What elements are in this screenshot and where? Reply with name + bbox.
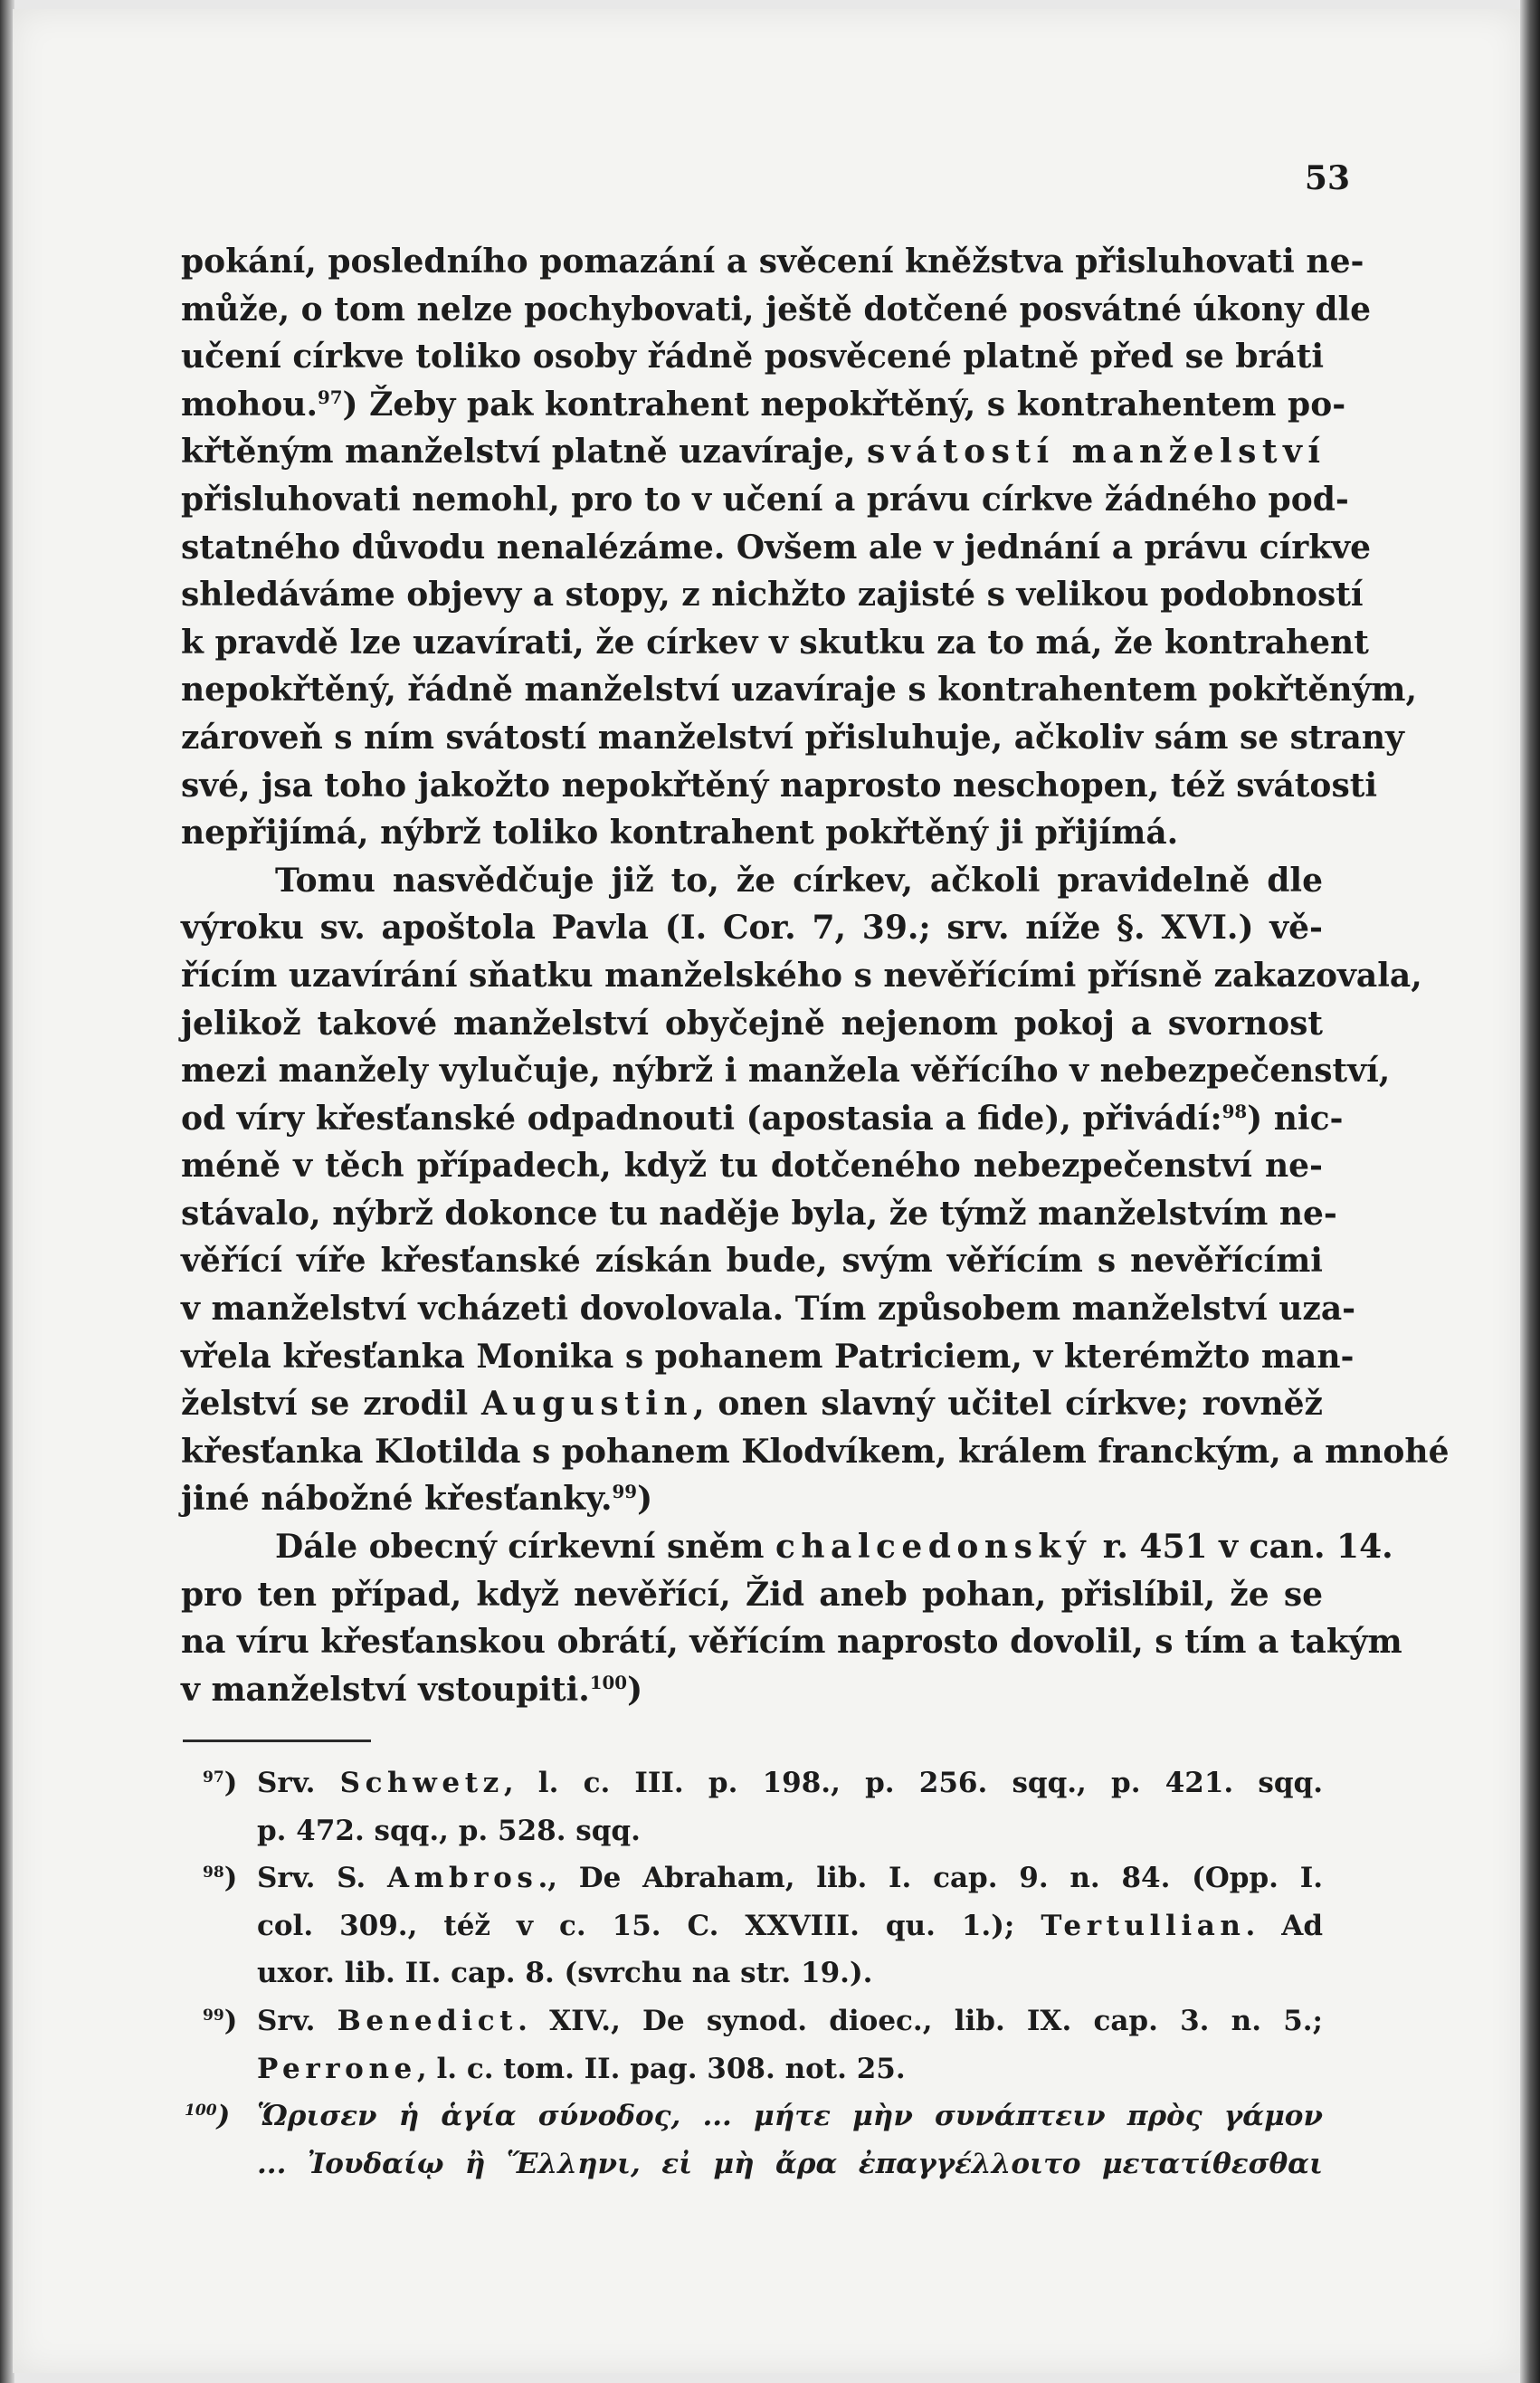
footnote-line [257, 2051, 1323, 2099]
footnote-mark: $^{99}$) [203, 2004, 238, 2037]
body-line [181, 1428, 1450, 1476]
footnote-line [257, 2098, 1323, 2146]
line-text: méně v těch případech, když tu dotčeného nebezpečenství ne- [181, 1147, 1323, 1186]
body-line [181, 1190, 1337, 1238]
line-text: želství se zrodil [181, 1385, 481, 1424]
footnote-line [257, 1860, 1323, 1908]
footnote-line [257, 1765, 1323, 1813]
line-text: pokání, posledního pomazání a svěcení kněžstva přisluhovati ne- [181, 243, 1364, 281]
line-text: své, jsa toho jakožto nepokřtěný naprosto neschopen, též svátosti [181, 766, 1378, 805]
line-text: , l. c. III. p. 198., p. 256. sqq., p. 421. sqq. [503, 1767, 1323, 1799]
body-line [181, 1142, 1323, 1190]
body-line [181, 1618, 1402, 1666]
body-line [181, 238, 1364, 286]
footnote-mark: $^{98}$) [203, 1862, 238, 1895]
body-text [181, 238, 1450, 1713]
line-text: col. 309., též v c. 15. C. XXVIII. qu. 1.); [257, 1909, 1041, 1942]
line-text: shledáváme objevy a stopy, z nichžto zajisté s velikou podobností [181, 576, 1364, 615]
line-text: . Ad [1245, 1909, 1323, 1942]
body-line [181, 476, 1349, 524]
body-line [181, 619, 1369, 667]
footnote-line [257, 2146, 1323, 2194]
footnote-line [257, 1908, 1323, 1956]
line-text: mezi manžely vylučuje, nýbrž i manžela věřícího v nebezpečenství, [181, 1052, 1391, 1091]
emphasized-name: svátostí manželství [867, 433, 1326, 472]
line-text: ... Ἰουδαίῳ ἢ Ἕλληνι, εἰ μὴ ἄρα ἐπαγγέλλοιτο μετατίθεσθαι [257, 2147, 1323, 2180]
line-text: r. 451 v can. 14. [1091, 1528, 1393, 1567]
line-text: . XIV., De synod. dioec., lib. IX. cap. 3. n. 5.; [518, 2004, 1323, 2037]
line-text: může, o tom nelze pochybovati, ještě dotčené posvátné úkony dle [181, 290, 1372, 329]
footnote-line [257, 1813, 1323, 1861]
line-text: jelikož takové manželství obyčejně nejenom pokoj a svornost [181, 1004, 1323, 1043]
footnote-reference: 98 [1222, 1100, 1248, 1122]
line-text: Dále obecný církevní sněm [275, 1528, 775, 1567]
footnote-reference: 99 [612, 1481, 638, 1503]
line-text: ) [637, 1480, 653, 1519]
line-text: uxor. lib. II. cap. 8. (svrchu na str. 19.). [257, 1957, 873, 1990]
right-page-edge [1520, 0, 1540, 2383]
line-text: věřící víře křesťanské získán bude, svým věřícím s nevěřícími [181, 1242, 1323, 1281]
line-text: , l. c. tom. II. pag. 308. not. 25. [416, 2052, 906, 2085]
line-text: p. 472. sqq., p. 528. sqq. [257, 1814, 641, 1847]
line-text: k pravdě lze uzavírati, že církev v skutku za to má, že kontrahent [181, 623, 1369, 662]
footnotes [181, 1765, 1323, 2193]
body-line [181, 1333, 1355, 1381]
line-text: výroku sv. apoštola Pavla (I. Cor. 7, 39.; srv. níže §. XVI.) vě- [181, 909, 1323, 948]
footnote-line [257, 2003, 1323, 2051]
page-number: 53 [1304, 159, 1350, 197]
line-text: křtěným manželství platně uzavíraje, [181, 433, 868, 472]
line-text: ., De Abraham, lib. I. cap. 9. n. 84. (Opp. I. [537, 1862, 1323, 1895]
footnote-number: 98 [203, 1864, 224, 1883]
body-line [181, 1237, 1323, 1285]
body-line [181, 1095, 1344, 1143]
body-line [181, 333, 1323, 381]
footnote-reference: 100 [589, 1671, 628, 1693]
line-text: Tomu nasvědčuje již to, že církev, ačkoli pravidelně dle [275, 861, 1323, 900]
emphasized-name: Augustin [480, 1385, 694, 1424]
body-line [181, 1523, 1393, 1571]
line-text: v manželství vcházeti dovolovala. Tím způsobem manželství uza- [181, 1290, 1356, 1329]
line-text: řícím uzavírání sňatku manželského s nevěřícími přísně zakazovala, [181, 956, 1422, 995]
body-line [181, 1000, 1323, 1048]
body-line [181, 904, 1323, 952]
body-line [181, 1666, 1323, 1714]
line-text: ) nic- [1247, 1099, 1344, 1138]
body-line [181, 762, 1378, 810]
emphasized-name: Benedict [337, 2004, 518, 2037]
body-line [181, 1380, 1323, 1428]
body-line [181, 571, 1364, 619]
line-text: pro ten případ, když nevěřící, Žid aneb pohan, přislíbil, že se [181, 1575, 1323, 1614]
emphasized-name: Schwetz [339, 1767, 504, 1799]
footnote-mark: $^{100}$) [185, 2100, 231, 2133]
body-line [181, 286, 1372, 334]
body-line [181, 524, 1372, 572]
line-text: přisluhovati nemohl, pro to v učení a právu církve žádného pod- [181, 480, 1349, 519]
line-text: zároveň s ním svátostí manželství přisluhuje, ačkoliv sám se strany [181, 718, 1404, 757]
emphasized-name: chalcedonský [775, 1528, 1092, 1567]
line-text: na víru křesťanskou obrátí, věřícím naprosto dovolil, s tím a takým [181, 1623, 1402, 1662]
line-text: křesťanka Klotilda s pohanem Klodvíkem, králem franckým, a mnohé [181, 1432, 1450, 1471]
line-text: Ὥρισεν ἡ ἁγία σύνοδος, ... μήτε μὴν συνάπτειν πρὸς γάμον [257, 2100, 1323, 2133]
footnote [181, 1765, 1323, 1860]
body-line [181, 1475, 1323, 1523]
footnote-separator [183, 1740, 371, 1742]
footnote-number: 99 [203, 2006, 224, 2025]
line-text: , onen slavný učitel církve; rovněž [693, 1385, 1323, 1424]
footnote [181, 2098, 1323, 2193]
body-line [181, 714, 1404, 762]
line-text: od víry křesťanské odpadnouti (apostasia a fide), přivádí: [181, 1099, 1222, 1138]
body-line [181, 428, 1326, 476]
footnote-number: 100 [185, 2102, 217, 2121]
line-text: Srv. S. [257, 1862, 387, 1895]
emphasized-name: Tertullian [1041, 1909, 1246, 1942]
line-text: mohou. [181, 385, 318, 424]
line-text: Srv. [257, 1767, 340, 1799]
body-line [181, 857, 1323, 905]
line-text: v manželství vstoupiti. [181, 1670, 590, 1709]
footnote [181, 2003, 1323, 2098]
emphasized-name: Perrone [257, 2052, 417, 2085]
line-text: Srv. [257, 2004, 337, 2037]
body-line [181, 1571, 1323, 1619]
body-line [181, 381, 1346, 429]
line-text: učení církve toliko osoby řádně posvěcené platně před se bráti [181, 338, 1325, 377]
emphasized-name: Ambros [386, 1862, 538, 1895]
line-text: nepokřtěný, řádně manželství uzavíraje s kontrahentem pokřtěným, [181, 671, 1418, 710]
line-text: vřela křesťanka Monika s pohanem Patriciem, v kterémžto man- [181, 1337, 1355, 1376]
line-text: stávalo, nýbrž dokonce tu naděje byla, že týmž manželstvím ne- [181, 1194, 1337, 1233]
footnote-reference: 97 [318, 386, 343, 408]
line-text: ) Žeby pak kontrahent nepokřtěný, s kontrahentem po- [342, 385, 1346, 424]
line-text: statného důvodu nenalézáme. Ovšem ale v jednání a právu církve [181, 528, 1372, 567]
line-text: ) [627, 1670, 643, 1709]
body-line [181, 1285, 1356, 1333]
body-line [181, 809, 1323, 857]
body-line [181, 1047, 1391, 1095]
body-line [181, 666, 1418, 714]
footnote-number: 97 [203, 1768, 224, 1787]
footnote-line [257, 1955, 1323, 2003]
footnote-mark: $^{97}$) [203, 1767, 238, 1799]
body-line [181, 952, 1422, 1000]
line-text: nepřijímá, nýbrž toliko kontrahent pokřtěný ji přijímá. [181, 814, 1179, 853]
line-text: jiné nábožné křesťanky. [181, 1480, 613, 1519]
footnote [181, 1860, 1323, 2003]
